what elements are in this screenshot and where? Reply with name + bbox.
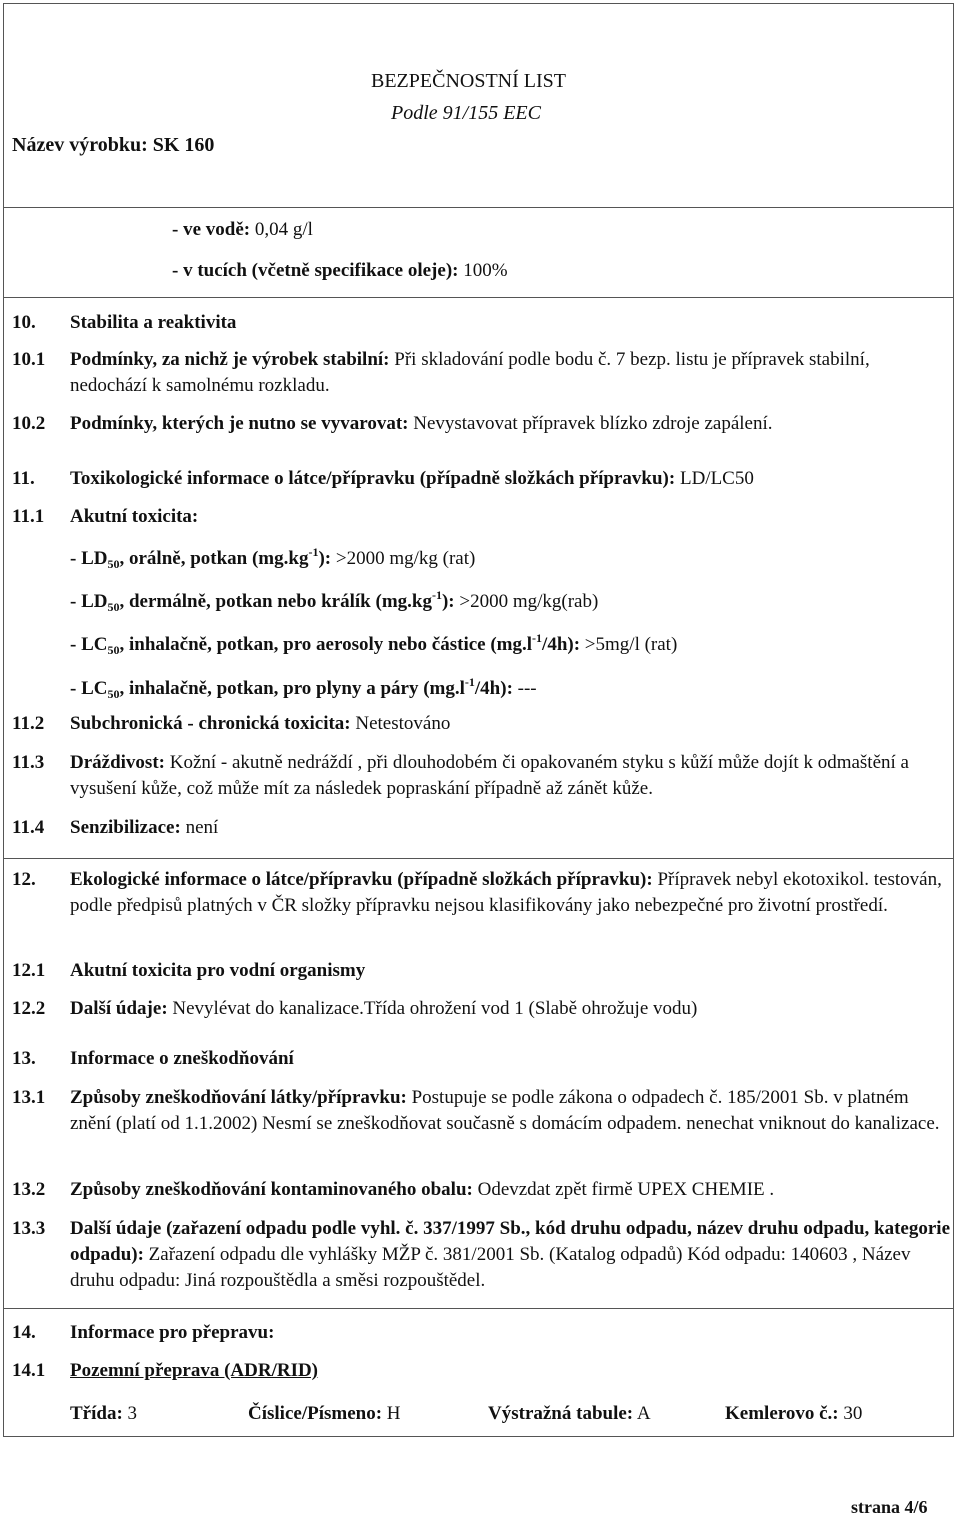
item-label: Další údaje: [70, 998, 168, 1019]
warning-plate [488, 1401, 651, 1427]
product-name [12, 132, 214, 158]
field-value: 3 [127, 1403, 138, 1424]
item-label: Dráždivost: [70, 752, 165, 773]
fats-value: 100% [463, 260, 508, 281]
tox-value: >2000 mg/kg(rab) [459, 591, 599, 612]
item-10-1 [70, 347, 900, 399]
item-text: Při skladování podle bodu č. 7 bezp. listu je přípravek stabilní, nedochází k samolnému rozkladu. [70, 349, 870, 396]
item-number: 10.2 [12, 413, 46, 434]
section-12-body [70, 867, 950, 919]
water-value: 0,04 g/l [254, 219, 313, 240]
item-number: 10.1 [12, 349, 46, 370]
tox-label: , inhalačně, potkan, pro aerosoly nebo částice (mg.l [119, 634, 533, 655]
water-label: - ve vodě: [172, 219, 251, 240]
section-title-text: Toxikologické informace o látce/přípravku (případně složkách přípravku): [70, 468, 676, 489]
item-11-4 [70, 815, 218, 841]
tox-label: /4h): [474, 678, 513, 699]
solubility-fats [172, 258, 508, 284]
ld50-dermal [70, 589, 598, 616]
section-separator [3, 858, 954, 859]
item-13-3 [70, 1216, 950, 1294]
field-label: Kemlerovo č.: [725, 1403, 839, 1424]
tox-superscript: -1 [464, 675, 475, 689]
item-label: Pozemní přeprava (ADR/RID) [70, 1360, 319, 1381]
item-text: Zařazení odpadu dle vyhlášky MŽP č. 381/2001 Sb. (Katalog odpadů) Kód odpadu: 140603 , Název druhu odpadu: Jiná rozpouštědla a směsi rozpouštědel. [70, 1244, 911, 1291]
tox-value: >5mg/l (rat) [584, 634, 678, 655]
field-label: Číslice/Písmeno: [248, 1403, 383, 1424]
section-number: 13. [12, 1048, 36, 1069]
lc50-gas [70, 676, 537, 703]
field-value: 30 [843, 1403, 863, 1424]
item-label: Senzibilizace: [70, 817, 181, 838]
item-label: Akutní toxicita pro vodní organismy [70, 960, 366, 981]
tox-label: ): [318, 548, 332, 569]
item-number: 13.2 [12, 1179, 46, 1200]
item-label: Akutní toxicita: [70, 506, 199, 527]
tox-value: >2000 mg/kg (rat) [335, 548, 476, 569]
item-label: Podmínky, za nichž je výrobek stabilní: [70, 349, 390, 370]
kemler-number [725, 1401, 862, 1427]
ld50-oral [70, 546, 475, 573]
tox-superscript: -1 [532, 631, 543, 645]
tox-label: - LD [70, 548, 108, 569]
document-title: BEZPEČNOSTNÍ LIST [371, 70, 566, 92]
section-title [70, 466, 754, 492]
item-number: 12.2 [12, 998, 46, 1019]
tox-label: , inhalačně, potkan, pro plyny a páry (mg.l [119, 678, 465, 699]
item-number: 13.1 [12, 1087, 46, 1108]
section-title: Informace pro přepravu: [70, 1322, 275, 1343]
tox-subscript: 50 [107, 557, 120, 571]
section-separator [3, 297, 954, 298]
item-number: 11.2 [12, 713, 45, 734]
item-label: Subchronická - chronická toxicita: [70, 713, 351, 734]
item-text: Nevylévat do kanalizace.Třída ohrožení vod 1 (Slabě ohrožuje vodu) [172, 998, 698, 1019]
section-number: 10. [12, 312, 36, 333]
item-10-2 [70, 411, 773, 437]
header-separator [3, 207, 954, 208]
field-label: Výstražná tabule: [488, 1403, 634, 1424]
tox-label: , dermálně, potkan nebo králík (mg.kg [119, 591, 432, 612]
tox-label: - LC [70, 678, 108, 699]
transport-class [70, 1401, 137, 1427]
item-13-1 [70, 1085, 950, 1137]
tox-label: , orálně, potkan (mg.kg [119, 548, 309, 569]
item-number: 11.3 [12, 752, 45, 773]
section-number: 11. [12, 468, 35, 489]
tox-label: - LD [70, 591, 108, 612]
section-number: 14. [12, 1322, 36, 1343]
item-label: Způsoby zneškodňování kontaminovaného obalu: [70, 1179, 473, 1200]
item-text: Netestováno [355, 713, 451, 734]
tox-label: /4h): [542, 634, 581, 655]
section-title: Informace o zneškodňování [70, 1048, 294, 1069]
item-text: Nevystavovat přípravek blízko zdroje zapálení. [413, 413, 773, 434]
field-value: H [386, 1403, 401, 1424]
item-text: není [185, 817, 219, 838]
item-text: Odevzdat zpět firmě UPEX CHEMIE . [477, 1179, 775, 1200]
tox-superscript: -1 [308, 545, 319, 559]
item-number: 14.1 [12, 1360, 46, 1381]
section-number: 12. [12, 869, 36, 890]
item-label: Způsoby zneškodňování látky/přípravku: [70, 1087, 407, 1108]
item-number: 12.1 [12, 960, 46, 981]
field-value: A [636, 1403, 651, 1424]
section-title: Ekologické informace o látce/přípravku (případně složkách přípravku): [70, 869, 653, 890]
fats-label: - v tucích (včetně specifikace oleje): [172, 260, 459, 281]
tox-subscript: 50 [107, 643, 120, 657]
section-title-value: LD/LC50 [679, 468, 754, 489]
solubility-water [172, 217, 313, 243]
item-text: Kožní - akutně nedráždí , při dlouhodobém či opakovaném styku s kůží může dojít k odmaštění a vysušení kůže, což může mít za následek popraskání případně až zánět kůže. [70, 752, 909, 799]
transport-code [248, 1401, 401, 1427]
item-number: 13.3 [12, 1218, 46, 1239]
tox-subscript: 50 [107, 600, 120, 614]
lc50-aerosol [70, 632, 677, 659]
section-separator [3, 1308, 954, 1309]
field-label: Třída: [70, 1403, 123, 1424]
tox-label: - LC [70, 634, 108, 655]
item-number: 11.1 [12, 506, 45, 527]
product-label: Název výrobku: [12, 134, 148, 156]
document-subtitle: Podle 91/155 EEC [391, 102, 541, 124]
product-value: SK 160 [152, 134, 215, 156]
item-11-3 [70, 750, 950, 802]
item-text: Postupuje se podle zákona o odpadech č. 185/2001 Sb. v platném znění (platí od 1.1.2002) Nesmí se zneškodňovat současně s domácím odpadem. nenechat vniknout do kanalizace. [70, 1087, 940, 1134]
section-text: Přípravek nebyl ekotoxikol. testován, podle předpisů platných v ČR složky přípravku nejsou klasifikovány jako nebezpečné pro životní prostředí. [70, 869, 942, 916]
tox-value: --- [517, 678, 537, 699]
item-label: Další údaje (zařazení odpadu podle vyhl. č. 337/1997 Sb., kód druhu odpadu, název druhu odpadu, kategorie odpadu): [70, 1218, 951, 1265]
tox-label: ): [441, 591, 455, 612]
tox-subscript: 50 [107, 687, 120, 701]
item-number: 11.4 [12, 817, 45, 838]
item-12-2 [70, 996, 697, 1022]
section-title: Stabilita a reaktivita [70, 312, 237, 333]
item-label: Podmínky, kterých je nutno se vyvarovat: [70, 413, 409, 434]
page-number: strana 4/6 [851, 1497, 928, 1517]
tox-superscript: -1 [431, 588, 442, 602]
item-11-2 [70, 711, 450, 737]
item-13-2 [70, 1177, 774, 1203]
